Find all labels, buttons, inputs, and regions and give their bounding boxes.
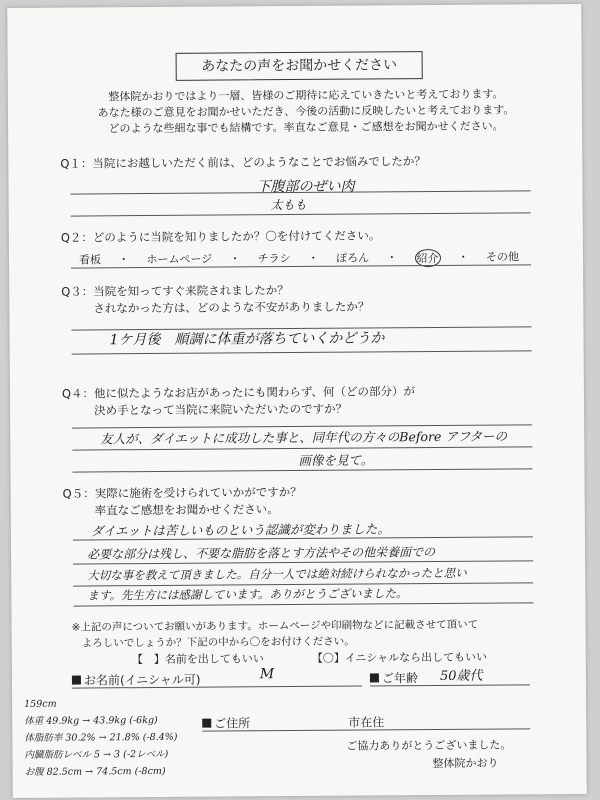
name-value: M xyxy=(259,666,275,683)
q3-answer: 1ケ月後 順調に体重が落ちていくかどうか xyxy=(109,330,385,349)
stat-body-fat: 体脂肪率 30.2% → 21.8% (-8.4%) xyxy=(24,731,178,744)
answer-line xyxy=(72,468,532,472)
age-label: ご年齢 xyxy=(381,671,419,686)
answer-line xyxy=(72,350,532,354)
consent-note xyxy=(72,616,532,651)
address-value: 市在住 xyxy=(348,715,385,730)
field-line xyxy=(202,728,530,731)
name-label: お名前(イニシャル可) xyxy=(83,672,201,688)
field-line xyxy=(370,684,530,686)
page-title: あなたの声をお聞かせください xyxy=(176,51,423,81)
question-5: Q５：実際に施術を受けられていかがですか？ xyxy=(62,484,302,501)
choice-poron: ぽろん xyxy=(336,251,370,265)
square-bullet-icon xyxy=(202,719,211,728)
choice-referral-circled: 紹介 xyxy=(414,249,440,267)
choice-separator: ・ xyxy=(386,251,398,265)
answer-line xyxy=(71,212,531,216)
question-4: Q４：他に似たようなお店があったにも関わらず、何（どの部分）が xyxy=(61,384,415,401)
q4-answer: 友人が、ダイエットに成功した事と、同年代の方々のBefore アフターの xyxy=(100,428,508,447)
intro-line: どのような些細な事でも結構です。率直なご意見・ご感想をお聞かせください。 xyxy=(108,119,504,136)
choice-other: その他 xyxy=(485,250,520,264)
square-bullet-icon xyxy=(370,673,379,682)
intro-line: 整体院かおりではより一層、皆様のご期待に応えていきたいと考えております。 xyxy=(108,87,504,104)
address-field xyxy=(202,714,250,731)
q1-answer: 太もも xyxy=(270,197,307,213)
choice-flyer: チラシ xyxy=(257,252,291,266)
consent-option-initials: 【〇】イニシャルなら出してもいい xyxy=(311,650,488,665)
choice-separator: ・ xyxy=(229,252,241,266)
choice-homepage: ホームページ xyxy=(146,252,213,267)
q1-answer: 下腹部のぜい肉 xyxy=(256,178,355,196)
question-4-sub: 決め手となって当院に来院いただいたのですか？ xyxy=(94,401,348,418)
stat-waist: お腹 82.5cm → 74.5cm (-8cm) xyxy=(24,765,166,778)
age-value: 50歳代 xyxy=(439,668,483,685)
q4-answer: 画像を見て。 xyxy=(298,452,374,468)
body-stats xyxy=(24,695,178,781)
q5-answer: 大切な事を教えて頂きました。自分一人では絶対続けられなかったと思い xyxy=(87,565,467,583)
question-2: Q２：どのように当院を知りましたか？〇を付けてください。 xyxy=(60,228,381,245)
intro-line: あなた様のご意見をお聞かせいただき、今後の活動に反映したいと考えております。 xyxy=(97,103,515,120)
stat-visceral-fat: 内臓脂肪レベル 5 → 3 (-2レベル) xyxy=(24,748,169,761)
survey-sheet xyxy=(7,4,587,798)
square-bullet-icon xyxy=(72,676,81,685)
age-field xyxy=(370,669,418,686)
q5-answer: ダイエットは苦しいものという認識が変わりました。 xyxy=(90,521,390,539)
q5-answer: ます。先生方には感謝しています。ありがとうございました。 xyxy=(87,586,408,603)
choice-separator: ・ xyxy=(457,250,469,264)
question-3: Q３：当院を知ってすぐ来院されましたか？ xyxy=(61,283,289,299)
question-3-sub: されなかった方は、どのような不安がありましたか？ xyxy=(93,299,370,316)
stat-height: 159cm xyxy=(24,698,57,710)
choice-separator: ・ xyxy=(307,251,319,265)
closing-thanks: ご協力ありがとうございました。 xyxy=(346,738,512,753)
clinic-name: 整体院かおり xyxy=(432,756,499,771)
consent-line: よろしいでしょうか？下記の中から〇をお付けください。 xyxy=(81,635,355,650)
question-1: Q１：当院にお越しいただく前は、どのようなことでお悩みでしたか？ xyxy=(60,154,426,171)
choice-separator: ・ xyxy=(118,253,130,267)
stat-weight: 体重 49.9kg → 43.9kg (-6kg) xyxy=(24,714,158,727)
intro-text xyxy=(86,86,526,137)
choice-signboard: 看板 xyxy=(78,253,102,267)
question-5-sub: 率直なご感想をお聞かせください。 xyxy=(94,502,279,518)
consent-line: ※上記の声についてお願いがあります。ホームページや印刷物などに記載させて頂いて xyxy=(71,618,479,634)
consent-option-name: 【 】名前を出してもいい xyxy=(131,652,264,667)
address-label: ご住所 xyxy=(214,716,251,731)
q5-answer: 必要な部分は残し、不要な脂肪を落とす方法やその他栄養面での xyxy=(87,545,436,562)
